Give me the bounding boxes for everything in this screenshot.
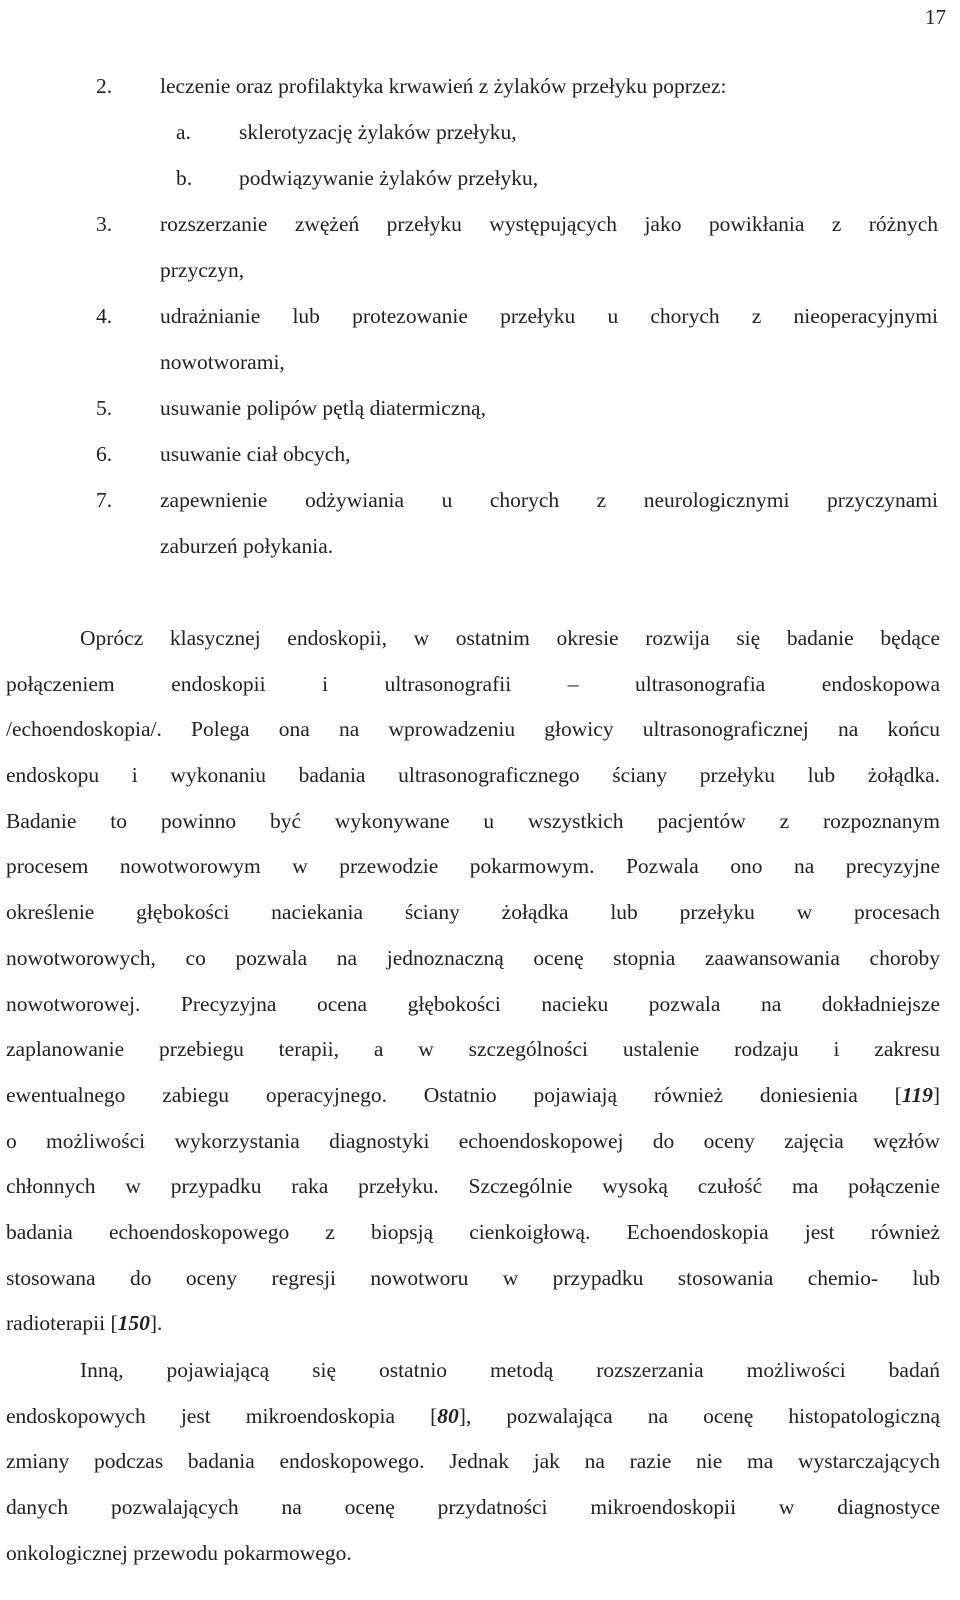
text-line: endoskopu i wykonaniu badania ultrasonograficznego ściany przełyku lub żołądka. <box>6 763 940 788</box>
list-item-text: sklerotyzację żylaków przełyku, <box>239 120 517 144</box>
page-number: 17 <box>925 5 946 29</box>
text-fragment: ewentualnego zabiegu operacyjnego. Ostatnio pojawiają również doniesienia [ <box>6 1082 902 1107</box>
text-line: Oprócz klasycznej endoskopii, w ostatnim okresie rozwija się badanie będące <box>80 626 940 650</box>
text-line: o możliwości wykorzystania diagnostyki echoendoskopowej do oceny zajęcia węzłów <box>6 1128 940 1153</box>
list-item-text: usuwanie polipów pętlą diatermiczną, <box>160 396 486 420</box>
list-item-text: zapewnienie odżywiania u chorych z neurologicznymi przyczynami <box>160 488 938 512</box>
text-line: zaplanowanie przebiegu terapii, a w szczególności ustalenie rodzaju i zakresu <box>6 1037 940 1062</box>
text-line: zmiany podczas badania endoskopowego. Jednak jak na razie nie ma wystarczających <box>6 1449 940 1474</box>
text-line: połączeniem endoskopii i ultrasonografii – ultrasonografia endoskopowa <box>6 671 940 696</box>
citation-ref[interactable]: 119 <box>901 1082 933 1107</box>
list-item-text: usuwanie ciał obcych, <box>160 442 351 466</box>
list-item-text: zaburzeń połykania. <box>160 534 334 558</box>
text-line <box>6 1073 940 1119</box>
text-line: stosowana do oceny regresji nowotworu w przypadku stosowania chemio- lub <box>6 1265 940 1290</box>
list-item-text: przyczyn, <box>160 258 245 282</box>
text-line: onkologicznej przewodu pokarmowego. <box>6 1540 352 1565</box>
text-fragment: ], pozwalająca na ocenę histopatologiczną <box>458 1403 940 1428</box>
list-item-number: 6. <box>96 442 113 466</box>
list-item-text: udrażnianie lub protezowanie przełyku u chorych z nieoperacyjnymi <box>160 304 938 328</box>
text-line: danych pozwalających na ocenę przydatności mikroendoskopii w diagnostyce <box>6 1495 940 1520</box>
list-item-text: rozszerzanie zwężeń przełyku występujących jako powikłania z różnych <box>160 212 938 236</box>
citation-ref[interactable]: 80 <box>437 1403 459 1428</box>
paragraph-microendoscopy <box>6 1348 940 1576</box>
text-line: chłonnych w przypadku raka przełyku. Szczególnie wysoką czułość ma połączenie <box>6 1174 940 1199</box>
list-item-number: b. <box>176 166 193 190</box>
citation-ref[interactable]: 150 <box>117 1311 150 1336</box>
list-item-number: a. <box>176 120 191 144</box>
text-line: Badanie to powinno być wykonywane u wszystkich pacjentów z rozpoznanym <box>6 808 940 833</box>
list-item-text: leczenie oraz profilaktyka krwawień z żylaków przełyku poprzez: <box>160 74 727 98</box>
list-item-text: nowotworami, <box>160 350 285 374</box>
text-fragment: ]. <box>149 1311 163 1336</box>
text-fragment: ] <box>932 1082 940 1107</box>
text-fragment: endoskopowych jest mikroendoskopia [ <box>6 1403 438 1428</box>
list-item-number: 5. <box>96 396 113 420</box>
text-line: badania echoendoskopowego z biopsją cienkoigłową. Echoendoskopia jest również <box>6 1219 940 1244</box>
list-item-number: 7. <box>96 488 113 512</box>
text-line: /echoendoskopia/. Polega ona na wprowadzeniu głowicy ultrasonograficznej na końcu <box>6 717 940 742</box>
text-line: Inną, pojawiającą się ostatnio metodą rozszerzania możliwości badań <box>80 1358 940 1382</box>
list-item-text: podwiązywanie żylaków przełyku, <box>239 166 539 190</box>
text-line: nowotworowych, co pozwala na jednoznaczną ocenę stopnia zaawansowania choroby <box>6 945 940 970</box>
text-line <box>6 1301 940 1347</box>
text-line: określenie głębokości naciekania ściany żołądka lub przełyku w procesach <box>6 900 940 925</box>
list-item-number: 2. <box>96 74 113 98</box>
text-line: nowotworowej. Precyzyjna ocena głębokości nacieku pozwala na dokładniejsze <box>6 991 940 1016</box>
list-item-number: 4. <box>96 304 113 328</box>
text-fragment: radioterapii [ <box>6 1311 118 1336</box>
text-line: procesem nowotworowym w przewodzie pokarmowym. Pozwala ono na precyzyjne <box>6 854 940 879</box>
list-item-number: 3. <box>96 212 113 236</box>
text-line <box>6 1394 940 1440</box>
paragraph-echoendoscopy <box>6 616 940 1347</box>
